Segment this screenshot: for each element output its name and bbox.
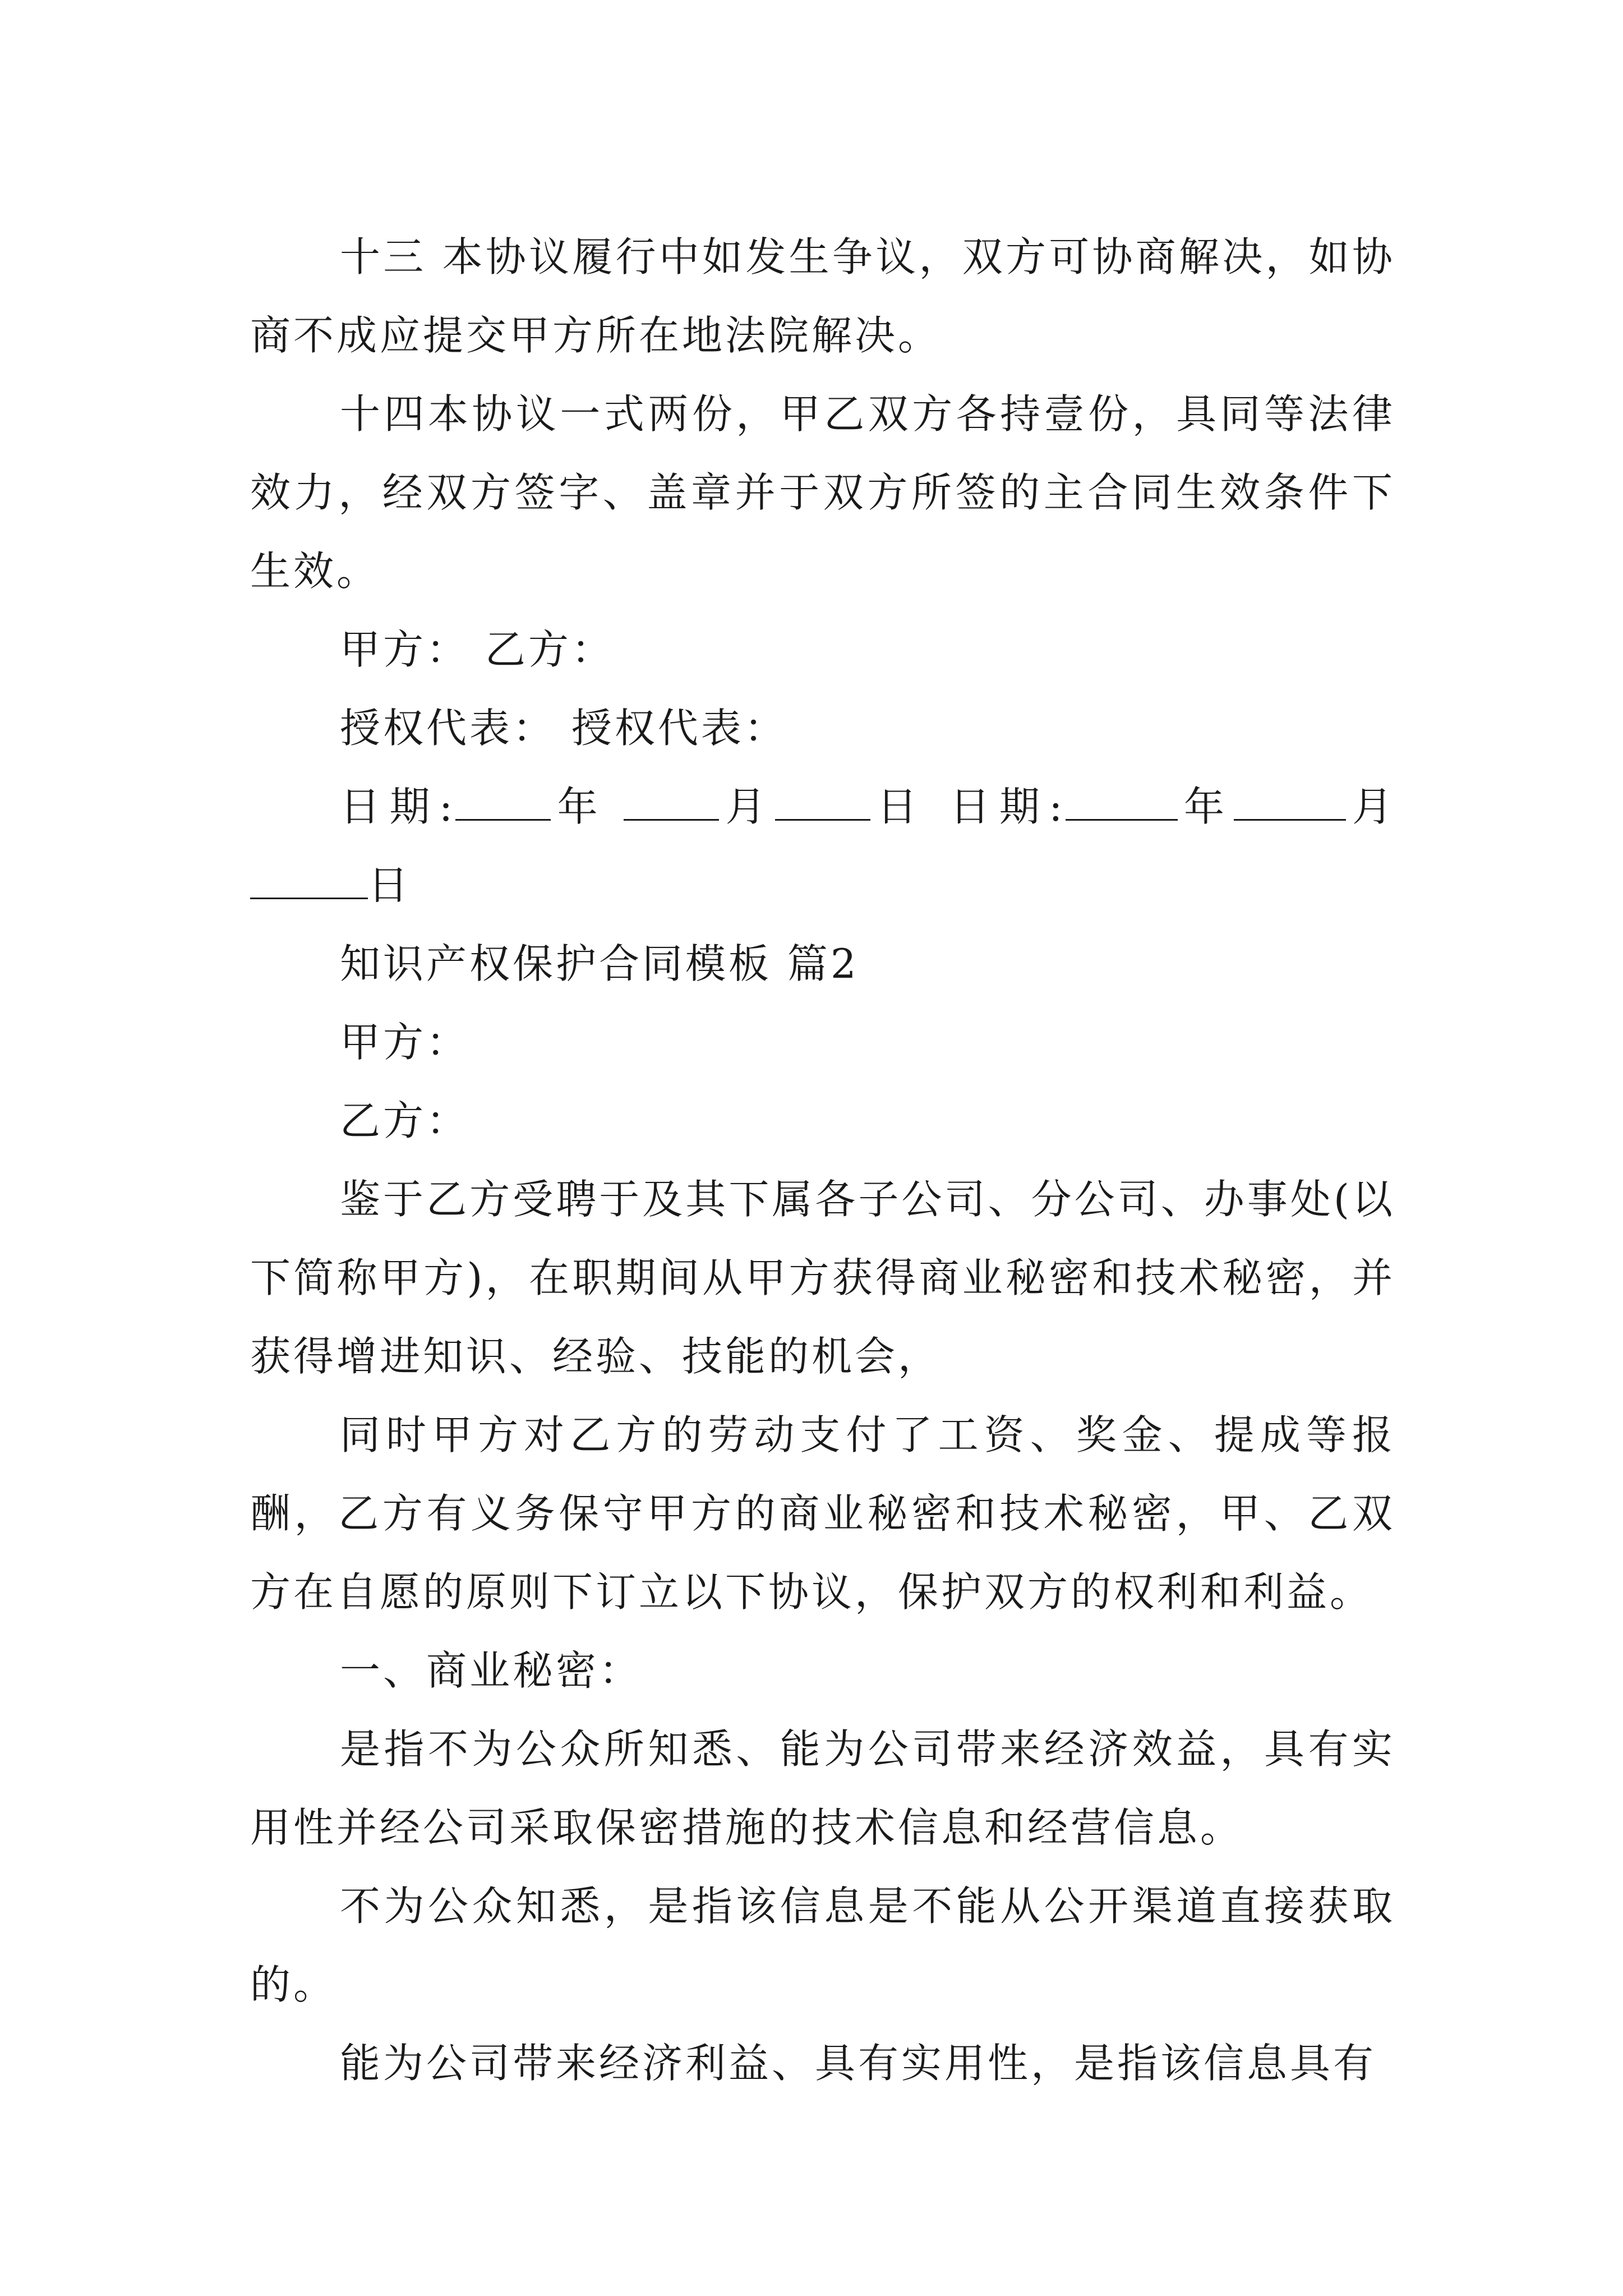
clause-13: 十三 本协议履行中如发生争议，双方可协商解决，如协商不成应提交甲方所在地法院解决。 [250, 233, 1395, 359]
month-char-a: 月 [719, 783, 776, 830]
day-char-a: 日 [870, 783, 926, 830]
year-char-a: 年 [551, 783, 607, 830]
signature-parties: 甲方： 乙方： [340, 626, 615, 673]
signature-date-line [250, 767, 1395, 924]
clause-14: 十四本协议一式两份，甲乙双方各持壹份，具同等法律效力，经双方签字、盖章并于双方所签的主合同生效条件下生效。 [250, 390, 1395, 595]
date-label-a: 日期: [340, 783, 456, 830]
year-blank-b [1066, 786, 1178, 821]
recital-2: 同时甲方对乙方的劳动支付了工资、奖金、提成等报酬，乙方有义务保守甲方的商业秘密和技术秘密，甲、乙双方在自愿的原则下订立以下协议，保护双方的权利和利益。 [250, 1411, 1395, 1616]
definition-not-public: 不为公众知悉，是指该信息是不能从公开渠道直接获取的。 [250, 1883, 1395, 2008]
document-body [250, 218, 1395, 2102]
party-b-line: 乙方： [340, 1097, 470, 1144]
definition-trade-secret: 是指不为公众所知悉、能为公司带来经济效益，具有实用性并经公司采取保密措施的技术信息和经营信息。 [250, 1726, 1395, 1851]
recital-1: 鉴于乙方受聘于及其下属各子公司、分公司、办事处(以下简称甲方)，在职期间从甲方获得商业秘密和技术秘密，并获得增进知识、经验、技能的机会， [250, 1176, 1395, 1380]
heading-trade-secret: 一、商业秘密： [340, 1647, 643, 1694]
signature-representatives: 授权代表： 授权代表： [340, 705, 787, 752]
day-blank-b [250, 865, 368, 899]
day-char-b: 日 [368, 862, 412, 909]
month-blank-a [624, 786, 719, 821]
month-blank-b [1234, 786, 1346, 821]
date-label-b: 日期: [943, 783, 1066, 830]
year-blank-a [455, 786, 551, 821]
day-blank-a [775, 786, 870, 821]
month-char-b: 月 [1345, 783, 1395, 830]
year-char-b: 年 [1177, 783, 1234, 830]
party-a-line: 甲方： [340, 1019, 470, 1066]
definition-economic-benefit: 能为公司带来经济利益、具有实用性，是指该信息具有 [340, 2040, 1377, 2087]
section-title: 知识产权保护合同模板 篇2 [340, 940, 859, 987]
